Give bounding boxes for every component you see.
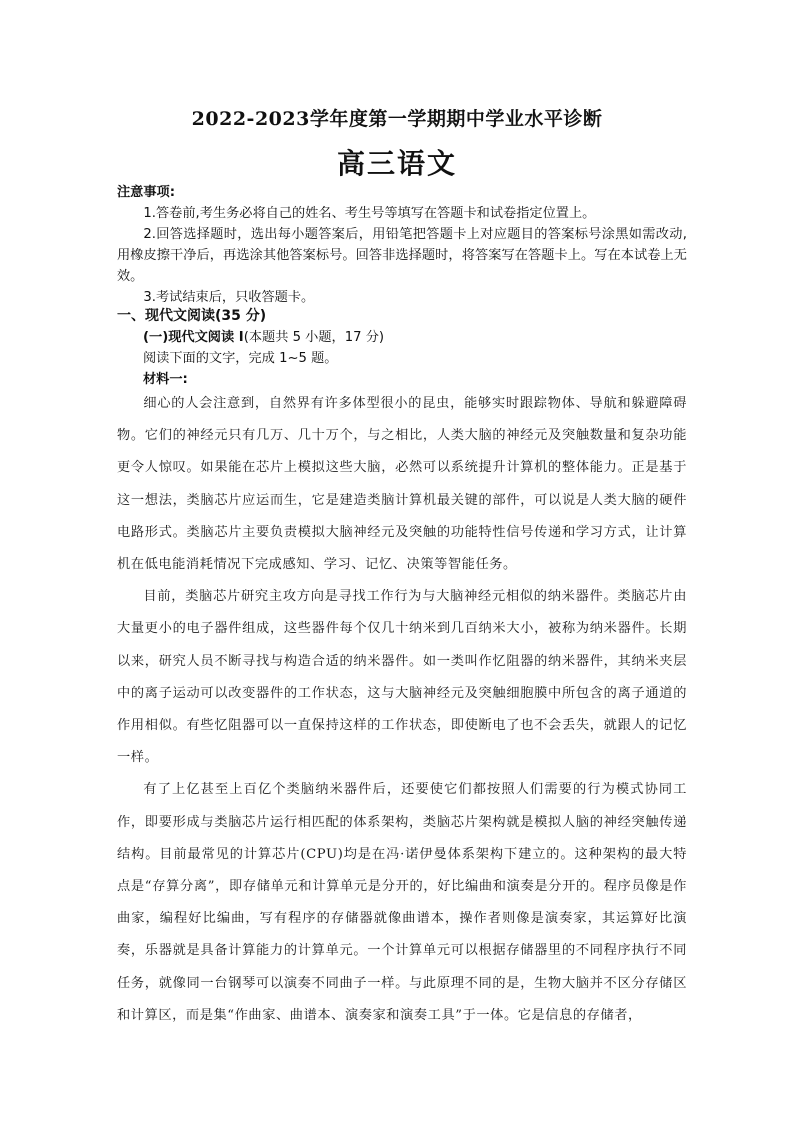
passage [117, 388, 687, 1032]
passage-paragraph: 细心的人会注意到，自然界有许多体型很小的昆虫，能够实时跟踪物体、导航和躲避障碍物。它们的神经元只有几万、几十万个，与之相比，人类大脑的神经元及突触数量和复杂功能更令人惊叹。如果能在芯片上模拟这些大脑，必然可以系统提升计算机的整体能力。正是基于这一想法，类脑芯片应运而生，它是建造类脑计算机最关键的部件，可以说是人类大脑的硬件电路形式。类脑芯片主要负责模拟大脑神经元及突触的功能特性信号传递和学习方式，让计算机在低电能消耗情况下完成感知、学习、记忆、决策等智能任务。 [117, 396, 687, 573]
notes-item: 1.答卷前,考生务必将自己的姓名、考生号等填写在答题卡和试卷指定位置上。 [143, 206, 596, 221]
subsection-note: (本题共 5 小题，17 分) [243, 330, 385, 345]
subject-title: 高三语文 [336, 147, 457, 180]
subsection-line [117, 327, 687, 348]
section-title: 一、现代文阅读(35 分) [117, 308, 267, 324]
notes-item: 2.回答选择题时，选出每小题答案后，用铅笔把答题卡上对应题目的答案标号涂黑如需改动,用橡皮擦干净后，再选涂其他答案标号。回答非选择题时，将答案写在答题卡上。写在本试卷上无效。 [117, 227, 687, 284]
subsection-title: (一)现代文阅读 I [143, 330, 244, 345]
passage-paragraph: 有了上亿甚至上百亿个类脑纳米器件后，还要使它们都按照人们需要的行为模式协同工作，即要形成与类脑芯片运行相匹配的体系架构，类脑芯片架构就是模拟人脑的神经突触传递结构。目前最常见的计算芯片(CPU)均是在冯·诺伊曼体系架构下建立的。这种架构的最大特点是“存算分离”，即存储单元和计算单元是分开的，好比编曲和演奏是分开的。程序员像是作曲家，编程好比编曲，写有程序的存储器就像曲谱本，操作者则像是演奏家，其运算好比演奏，乐器就是具备计算能力的计算单元。一个计算单元可以根据存储器里的不同程序执行不同任务，就像同一台钢琴可以演奏不同曲子一样。与此原理不同的是，生物大脑并不区分存储区和计算区，而是集“作曲家、曲谱本、演奏家和演奏工具”于一体。它是信息的存储者， [117, 782, 687, 1023]
notes-item: 3.考试结束后，只收答题卡。 [143, 290, 315, 305]
instruction: 阅读下面的文字，完成 1~5 题。 [143, 351, 338, 366]
notes-heading: 注意事项: [117, 185, 176, 200]
section-block [117, 306, 687, 390]
notes-block [117, 182, 687, 308]
material-label: 材料一: [143, 372, 188, 387]
passage-paragraph: 目前，类脑芯片研究主攻方向是寻找工作行为与大脑神经元相似的纳米器件。类脑芯片由大量更小的电子器件组成，这些器件每个仅几十纳米到几百纳米大小，被称为纳米器件。长期以来，研究人员不断寻找与构造合适的纳米器件。如一类叫作忆阻器的纳米器件，其纳米夹层中的离子运动可以改变器件的工作状态，这与大脑神经元及突触细胞膜中所包含的离子通道的作用相似。有些忆阻器可以一直保持这样的工作状态，即使断电了也不会丢失，就跟人的记忆一样。 [117, 589, 687, 766]
exam-title: 2022-2023学年度第一学期期中学业水平诊断 [191, 108, 603, 130]
